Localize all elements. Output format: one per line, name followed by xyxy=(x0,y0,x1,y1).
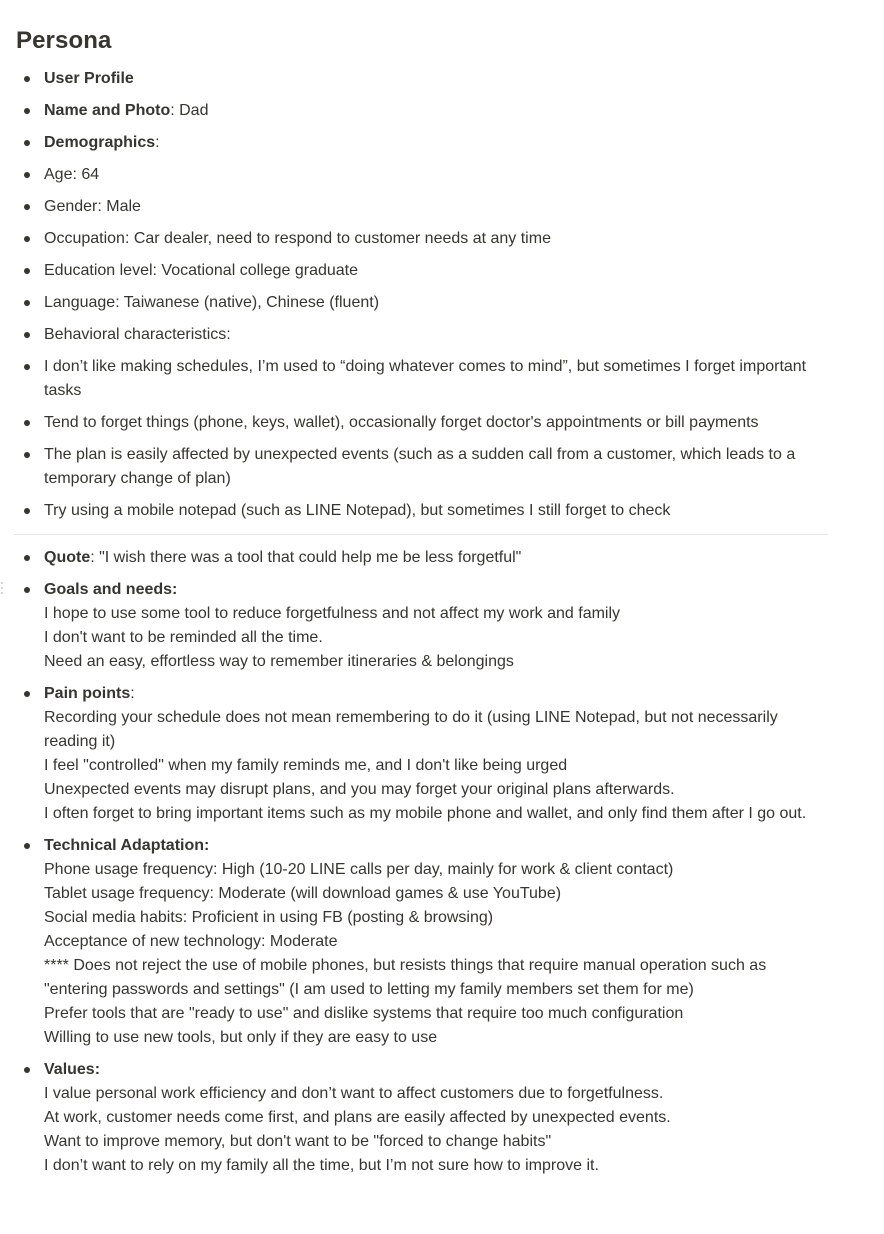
pain-line: Recording your schedule does not mean remembering to do it (using LINE Notepad, but not necessarily reading it) xyxy=(44,709,778,750)
list-item-forget-things[interactable] xyxy=(0,411,828,435)
tech-line: Tablet usage frequency: Moderate (will download games & use YouTube) xyxy=(44,885,562,902)
list-item-name-photo[interactable] xyxy=(0,99,828,123)
item-value: : "I wish there was a tool that could help me be less forgetful" xyxy=(90,549,522,566)
list-item-demographics[interactable] xyxy=(0,131,828,155)
values-line: At work, customer needs come first, and plans are easily affected by unexpected events. xyxy=(44,1109,671,1126)
item-label: Goals and needs: xyxy=(44,581,178,598)
tech-line: Acceptance of new technology: Moderate xyxy=(44,933,338,950)
divider xyxy=(14,534,828,535)
list-item-notepad[interactable] xyxy=(0,499,828,523)
bullet-icon xyxy=(24,76,30,82)
bullet-icon xyxy=(24,1067,30,1073)
item-label: Pain points xyxy=(44,685,131,702)
list-item-occupation[interactable] xyxy=(0,227,828,251)
item-value: : Dad xyxy=(170,102,209,119)
goal-line: Need an easy, effortless way to remember itineraries & belongings xyxy=(44,653,514,670)
tech-line: Social media habits: Proficient in using FB (posting & browsing) xyxy=(44,909,494,926)
bullet-icon xyxy=(24,843,30,849)
bullet-icon xyxy=(24,587,30,593)
item-label: Demographics xyxy=(44,134,156,151)
list-item-schedules[interactable] xyxy=(0,355,828,403)
bullet-icon xyxy=(24,140,30,146)
item-value: Gender: Male xyxy=(44,198,141,215)
item-label: Name and Photo xyxy=(44,102,171,119)
list-item-technical[interactable] xyxy=(0,834,828,1050)
list-item-education[interactable] xyxy=(0,259,828,283)
item-value: Tend to forget things (phone, keys, wallet), occasionally forget doctor's appointments or bill payments xyxy=(44,414,759,431)
list-item-behavioral[interactable] xyxy=(0,323,828,347)
tech-line: **** Does not reject the use of mobile phones, but resists things that require manual operation such as "entering passwords and settings" (I am used to letting my family members set them for me) xyxy=(44,957,767,998)
item-label-suffix: : xyxy=(130,685,135,702)
list-item-values[interactable] xyxy=(0,1058,828,1178)
list-item-age[interactable] xyxy=(0,163,828,187)
item-value: Behavioral characteristics: xyxy=(44,326,231,343)
values-line: I value personal work efficiency and don’t want to affect customers due to forgetfulness. xyxy=(44,1085,664,1102)
bullet-icon xyxy=(24,332,30,338)
list-item-language[interactable] xyxy=(0,291,828,315)
list-item-goals[interactable] xyxy=(0,578,828,674)
tech-line: Willing to use new tools, but only if they are easy to use xyxy=(44,1029,438,1046)
item-value: The plan is easily affected by unexpected events (such as a sudden call from a customer, which leads to a temporary change of plan) xyxy=(44,446,796,487)
pain-line: I often forget to bring important items such as my mobile phone and wallet, and only find them after I go out. xyxy=(44,805,807,822)
pain-line: I feel "controlled" when my family reminds me, and I don't like being urged xyxy=(44,757,568,774)
bullet-icon xyxy=(24,555,30,561)
bullet-icon xyxy=(24,364,30,370)
bullet-icon xyxy=(24,236,30,242)
tech-line: Prefer tools that are "ready to use" and dislike systems that require too much configuration xyxy=(44,1005,684,1022)
item-value: Education level: Vocational college graduate xyxy=(44,262,358,279)
bullet-icon xyxy=(24,420,30,426)
pain-line: Unexpected events may disrupt plans, and you may forget your original plans afterwards. xyxy=(44,781,675,798)
details-list xyxy=(0,546,884,1186)
bullet-icon xyxy=(24,172,30,178)
item-value: Occupation: Car dealer, need to respond to customer needs at any time xyxy=(44,230,551,247)
item-label: Quote xyxy=(44,549,91,566)
bullet-icon xyxy=(24,508,30,514)
values-line: I don’t want to rely on my family all the time, but I’m not sure how to improve it. xyxy=(44,1157,599,1174)
item-value: : xyxy=(155,134,160,151)
item-value: I don’t like making schedules, I’m used to “doing whatever comes to mind”, but sometimes I forget important tasks xyxy=(44,358,807,399)
profile-list xyxy=(0,67,884,531)
list-item-plan-affected[interactable] xyxy=(0,443,828,491)
bullet-icon xyxy=(24,108,30,114)
list-item-user-profile[interactable] xyxy=(0,67,828,91)
item-label: Values: xyxy=(44,1061,101,1078)
list-item-quote[interactable] xyxy=(0,546,828,570)
bullet-icon xyxy=(24,268,30,274)
bullet-icon xyxy=(24,204,30,210)
bullet-icon xyxy=(24,452,30,458)
page-title: Persona xyxy=(16,27,112,54)
list-item-gender[interactable] xyxy=(0,195,828,219)
goal-line: I hope to use some tool to reduce forgetfulness and not affect my work and family xyxy=(44,605,621,622)
bullet-icon xyxy=(24,691,30,697)
values-line: Want to improve memory, but don't want to be "forced to change habits" xyxy=(44,1133,552,1150)
bullet-icon xyxy=(24,300,30,306)
list-item-pain-points[interactable] xyxy=(0,682,828,826)
goal-line: I don't want to be reminded all the time. xyxy=(44,629,323,646)
item-value: Try using a mobile notepad (such as LINE Notepad), but sometimes I still forget to check xyxy=(44,502,671,519)
item-value: Age: 64 xyxy=(44,166,100,183)
tech-line: Phone usage frequency: High (10-20 LINE calls per day, mainly for work & client contact) xyxy=(44,861,674,878)
item-label: Technical Adaptation: xyxy=(44,837,210,854)
item-value: Language: Taiwanese (native), Chinese (fluent) xyxy=(44,294,380,311)
item-label: User Profile xyxy=(44,70,134,87)
